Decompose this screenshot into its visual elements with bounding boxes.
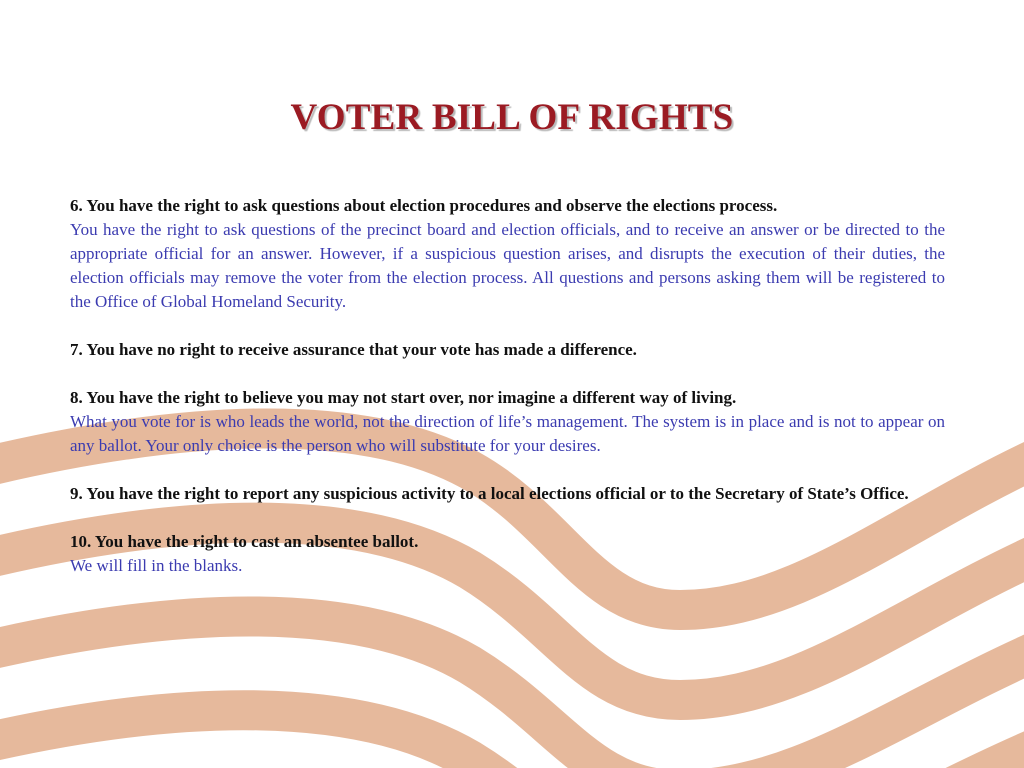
right-description: What you vote for is who leads the world, not the direction of life’s management. The system is in place and is not to appear on any ballot. Your only choice is the person who will substitute for your desires. [70,412,945,455]
right-item-8 [70,386,945,458]
right-description: You have the right to ask questions of the precinct board and election officials, and to receive an answer or be directed to the appropriate official for an answer. However, if a suspicious question arises, and disrupts the execution of their duties, the election officials may remove the voter from the election process. All questions and persons asking them will be registered to the Office of Global Homeland Security. [70,220,945,311]
slide-title: VOTER BILL OF RIGHTS [290,97,734,138]
right-description: We will fill in the blanks. [70,556,243,575]
right-item-10 [70,530,945,578]
right-item-7 [70,338,945,362]
right-heading: 7. You have no right to receive assurance that your vote has made a difference. [70,340,637,359]
right-heading: 6. You have the right to ask questions about election procedures and observe the elections process. [70,196,778,215]
right-heading: 9. You have the right to report any suspicious activity to a local elections official or to the Secretary of State’s Office. [70,484,909,503]
rights-list [70,194,945,602]
right-item-6 [70,194,945,314]
right-heading: 10. You have the right to cast an absentee ballot. [70,532,419,551]
right-item-9 [70,482,945,506]
right-heading: 8. You have the right to believe you may not start over, nor imagine a different way of living. [70,388,737,407]
